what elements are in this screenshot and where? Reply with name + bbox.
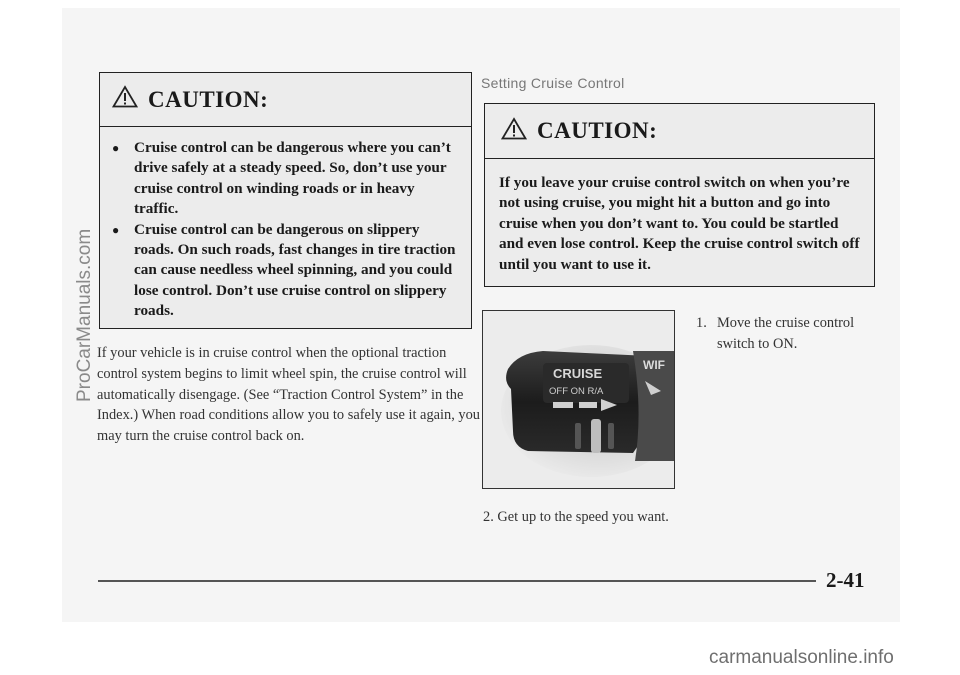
bottom-watermark: carmanualsonline.info xyxy=(709,647,894,668)
caution-header xyxy=(485,104,874,159)
caution-body xyxy=(100,127,471,322)
traction-control-paragraph: If your vehicle is in cruise control when the optional traction control system begins to limit wheel spin, the cruise control will automatically disengage. (See “Traction Control System” in the Index.) When road conditions allow you to safely use it again, you may turn the cruise control back on. xyxy=(97,345,480,445)
caution-body: If you leave your cruise control switch on when you’re not using cruise, you might hit a button and go into cruise when you don’t want to. You could be startled and even lose control. Keep the cruise control switch off until you want to use it. xyxy=(499,174,860,273)
footer-rule xyxy=(98,580,816,582)
step-text: Move the cruise control switch to ON. xyxy=(717,315,855,352)
caution-heading: CAUTION: xyxy=(537,118,658,143)
switch-label-cruise: CRUISE xyxy=(553,366,603,381)
cruise-switch-photo xyxy=(482,310,675,489)
step-text: Get up to the speed you want. xyxy=(497,509,669,525)
page-number: 2-41 xyxy=(826,568,865,592)
step-number: 1. xyxy=(696,315,707,331)
edge-label: WIF xyxy=(643,358,665,372)
section-title: Setting Cruise Control xyxy=(481,75,625,91)
caution-header xyxy=(100,73,471,127)
warning-triangle-icon xyxy=(501,117,527,146)
step-2 xyxy=(483,509,669,526)
caution-bullet-text: Cruise control can be dangerous where you can’t drive safely at a steady speed. So, don’t use your cruise control on winding roads or in heavy traffic. xyxy=(134,139,451,218)
caution-box-left xyxy=(99,72,472,329)
bullet-icon: ● xyxy=(112,141,120,155)
step-1 xyxy=(696,313,886,355)
step-number: 2. xyxy=(483,509,494,525)
cruise-switch-illustration xyxy=(483,311,674,488)
caution-box-right xyxy=(484,103,875,287)
caution-heading: CAUTION: xyxy=(148,86,269,112)
warning-triangle-icon xyxy=(112,85,138,114)
caution-bullet xyxy=(110,138,457,220)
switch-label-positions: OFF ON R/A xyxy=(549,386,604,397)
caution-bullet xyxy=(110,220,457,322)
caution-bullet-text: Cruise control can be dangerous on slippery roads. On such roads, fast changes in tire traction can cause needless wheel spinning, and you could lose control. Don’t use cruise control on slippery roads. xyxy=(134,220,456,320)
bullet-icon: ● xyxy=(112,222,120,237)
side-watermark: ProCarManuals.com xyxy=(74,228,95,402)
